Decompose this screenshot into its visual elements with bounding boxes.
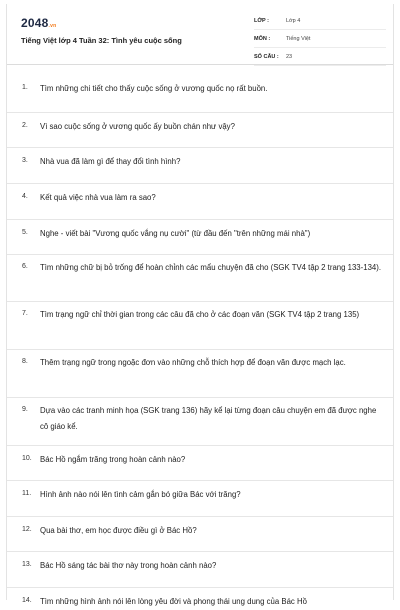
question-number: 1.: [22, 84, 28, 91]
question-item: [7, 552, 393, 588]
question-item: [7, 255, 393, 302]
meta-row-grade: [254, 15, 386, 30]
question-number: 10.: [22, 455, 32, 462]
question-text: Vì sao cuộc sống ở vương quốc ấy buồn chán như vậy?: [40, 122, 235, 131]
question-number: 9.: [22, 406, 28, 413]
meta-info: [254, 15, 386, 69]
question-item: [7, 184, 393, 220]
question-item: [7, 481, 393, 517]
logo-main: 2048: [21, 16, 49, 30]
question-text: Kết quả việc nhà vua làm ra sao?: [40, 193, 156, 202]
logo-sub: .vn: [48, 23, 57, 29]
question-item: [7, 302, 393, 350]
question-number: 5.: [22, 229, 28, 236]
question-item: [7, 350, 393, 398]
question-number: 12.: [22, 526, 32, 533]
meta-label: SỐ CÂU :: [254, 54, 279, 60]
question-text: Bác Hồ ngắm trăng trong hoàn cảnh nào?: [40, 455, 186, 464]
meta-value: Lớp 4: [286, 18, 301, 24]
worksheet-page: [6, 4, 394, 606]
question-number: 4.: [22, 193, 28, 200]
question-number: 8.: [22, 358, 28, 365]
question-item: [7, 113, 393, 148]
question-text: Bác Hồ sáng tác bài thơ này trong hoàn cảnh nào?: [40, 561, 217, 570]
site-logo[interactable]: [21, 16, 56, 33]
question-item: [7, 65, 393, 113]
meta-label: MÔN :: [254, 36, 271, 42]
question-item: [7, 446, 393, 481]
question-number: 6.: [22, 263, 28, 270]
worksheet-header: [7, 4, 393, 64]
question-number: 14.: [22, 597, 32, 604]
question-number: 2.: [22, 122, 28, 129]
question-item: [7, 220, 393, 255]
question-text: Tìm trạng ngữ chỉ thời gian trong các câu đã cho ở các đoạn văn (SGK TV4 tập 2 trang 135): [40, 310, 360, 319]
question-item: [7, 517, 393, 552]
question-item: [7, 148, 393, 184]
question-number: 11.: [22, 490, 32, 497]
page-title: Tiếng Việt lớp 4 Tuần 32: Tình yêu cuộc sống: [21, 36, 182, 45]
meta-value: Tiếng Việt: [286, 36, 311, 42]
question-text: Tìm những chi tiết cho thấy cuộc sống ở vương quốc nọ rất buồn.: [40, 84, 268, 93]
question-text: Hình ảnh nào nói lên tình cảm gắn bó giữa Bác với trăng?: [40, 490, 241, 499]
meta-row-subject: [254, 33, 386, 48]
meta-value: 23: [286, 54, 293, 60]
meta-label: LỚP :: [254, 18, 269, 24]
question-text: Tìm những hình ảnh nói lên lòng yêu đời và phong thái ung dung của Bác Hồ: [40, 597, 307, 606]
question-text: Nhà vua đã làm gì để thay đổi tình hình?: [40, 157, 181, 166]
question-number: 7.: [22, 310, 28, 317]
question-text: Nghe - viết bài "Vương quốc vắng nụ cười" (từ đầu đến "trên những mái nhà"): [40, 229, 311, 238]
question-number: 3.: [22, 157, 28, 164]
question-item: [7, 398, 393, 446]
question-number: 13.: [22, 561, 32, 568]
question-text: Dựa vào các tranh minh họa (SGK trang 136) hãy kể lại từng đoạn câu chuyện em đã được nghe cô giáo kể.: [40, 406, 377, 431]
question-text: Qua bài thơ, em học được điều gì ở Bác Hồ?: [40, 526, 197, 535]
question-text: Tìm những chữ bị bỏ trống để hoàn chỉnh các mẩu chuyện đã cho (SGK TV4 tập 2 trang 133-134).: [40, 263, 381, 272]
question-text: Thêm trạng ngữ trong ngoặc đơn vào những chỗ thích hợp để đoạn văn được mạch lạc.: [40, 358, 346, 367]
question-item: [7, 588, 393, 608]
